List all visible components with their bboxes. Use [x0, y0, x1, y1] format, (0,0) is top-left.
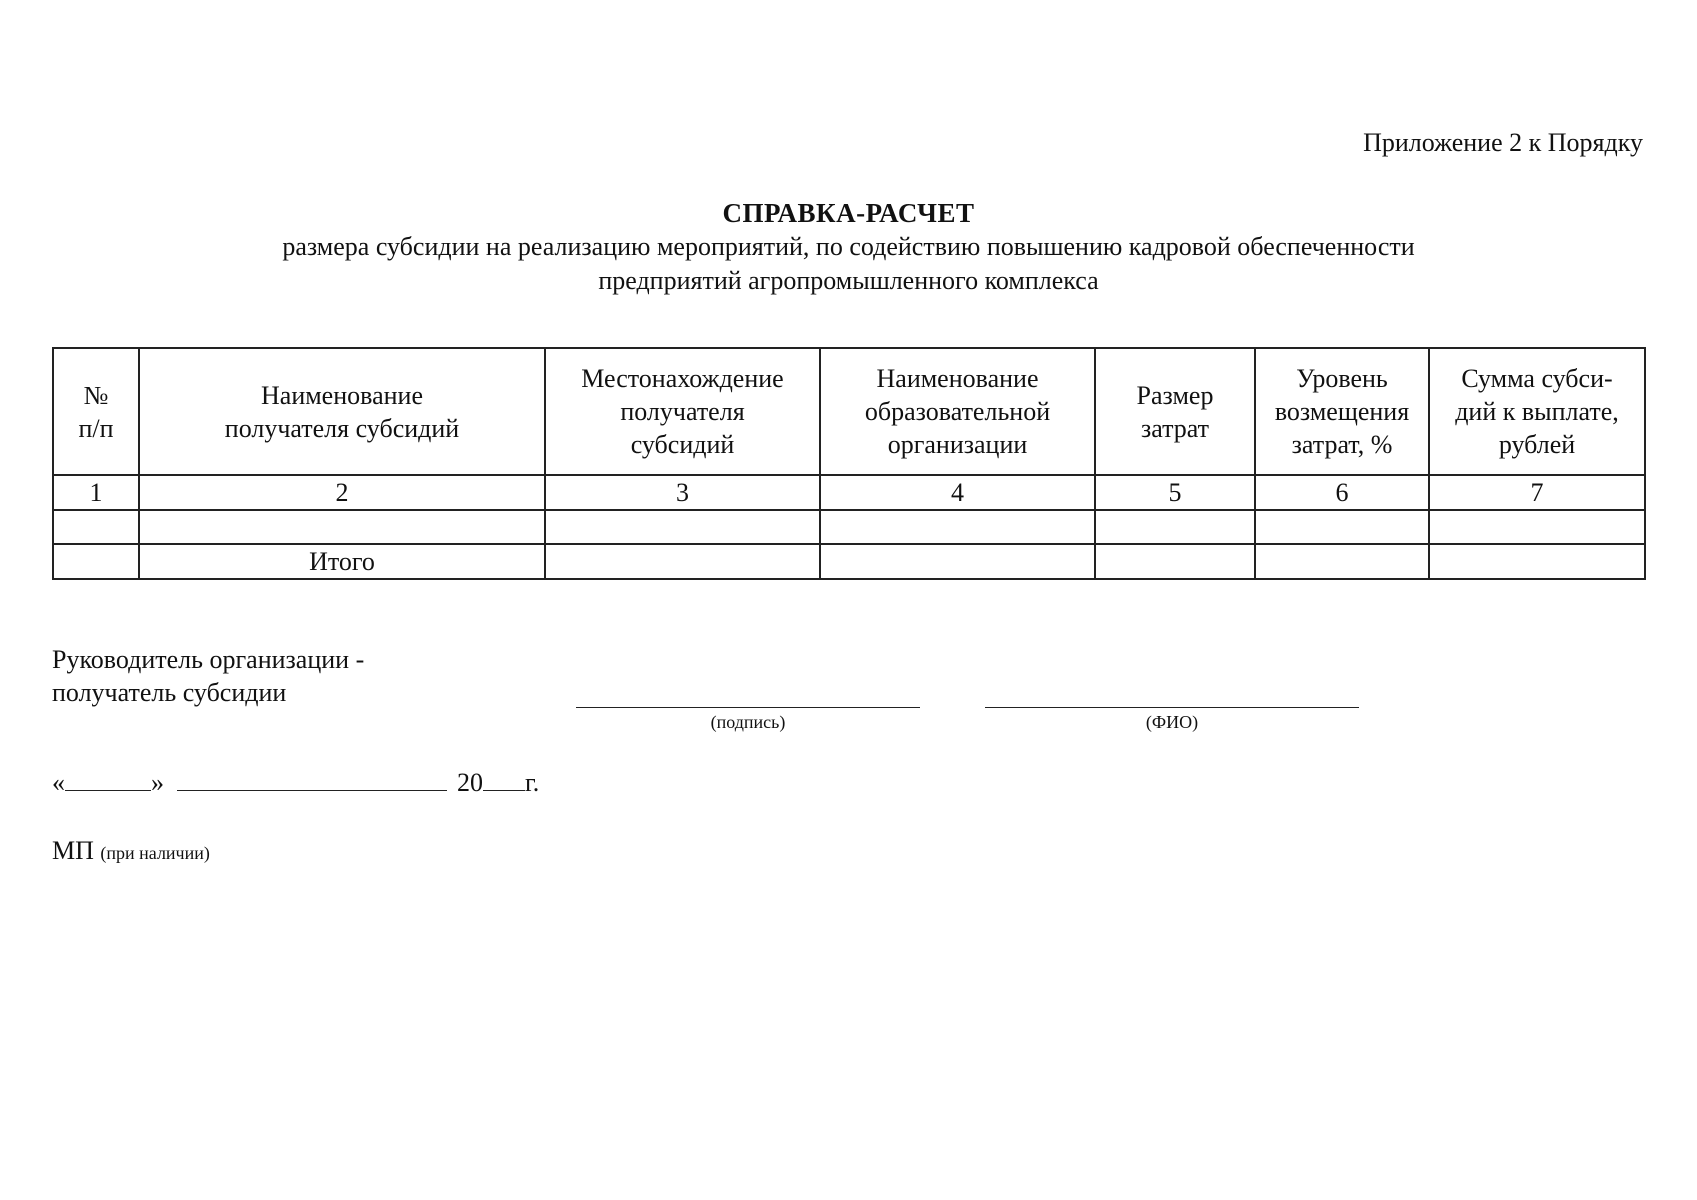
header-cell-recipient-location: Местонахождение получателя субсидий — [545, 348, 820, 475]
column-number-cell: 2 — [139, 475, 545, 510]
year-prefix: 20 — [457, 768, 483, 797]
table-cell — [545, 544, 820, 579]
header-cell-cost-amount: Размер затрат — [1095, 348, 1255, 475]
document-subtitle-line-1: размера субсидии на реализацию мероприятий, по содействию повышению кадровой обеспеченности — [282, 232, 1415, 261]
month-blank — [177, 768, 447, 791]
signer-line-2: получатель субсидии — [52, 678, 287, 707]
table-cell — [1095, 510, 1255, 544]
header-cell-educational-organization: Наименование образовательной организации — [820, 348, 1095, 475]
column-number-cell: 5 — [1095, 475, 1255, 510]
name-caption: (ФИО) — [1145, 712, 1199, 732]
column-number-cell: 1 — [53, 475, 139, 510]
calculation-table — [52, 347, 1646, 580]
date-close-quote: » — [151, 768, 164, 797]
total-label: Итого — [139, 544, 545, 579]
signer-line-1: Руководитель организации - — [52, 645, 365, 674]
table-cell — [53, 510, 139, 544]
title-block — [0, 196, 1697, 298]
year-blank — [483, 768, 525, 791]
document-title: СПРАВКА-РАСЧЕТ — [722, 198, 975, 228]
stamp-label: МП — [52, 836, 94, 865]
total-row — [53, 544, 1645, 579]
name-line — [985, 707, 1359, 708]
table-row — [53, 510, 1645, 544]
appendix-label: Приложение 2 к Порядку — [1363, 128, 1643, 157]
day-blank — [65, 768, 151, 791]
document-subtitle-line-2: предприятий агропромышленного комплекса — [598, 266, 1099, 295]
signer-block — [52, 643, 364, 709]
signature-caption: (подпись) — [710, 712, 786, 732]
header-cell-number: № п/п — [53, 348, 139, 475]
column-number-row — [53, 475, 1645, 510]
column-number-cell: 6 — [1255, 475, 1429, 510]
column-number-cell: 3 — [545, 475, 820, 510]
header-cell-recipient-name: Наименование получателя субсидий — [139, 348, 545, 475]
table-cell — [1255, 544, 1429, 579]
stamp-line — [52, 836, 210, 866]
header-cell-reimbursement-level: Уровень возмещения затрат, % — [1255, 348, 1429, 475]
table-cell — [1255, 510, 1429, 544]
table-cell — [1095, 544, 1255, 579]
table-cell — [1429, 510, 1645, 544]
column-number-cell: 7 — [1429, 475, 1645, 510]
table-cell — [139, 510, 545, 544]
header-row — [53, 348, 1645, 475]
table-cell — [820, 544, 1095, 579]
date-line — [52, 768, 539, 798]
table-cell — [545, 510, 820, 544]
year-suffix: г. — [525, 768, 540, 797]
table-cell — [1429, 544, 1645, 579]
table-cell — [820, 510, 1095, 544]
stamp-note: (при наличии) — [100, 843, 210, 863]
header-cell-subsidy-sum: Сумма субси- дий к выплате, рублей — [1429, 348, 1645, 475]
signature-line — [576, 707, 920, 708]
column-number-cell: 4 — [820, 475, 1095, 510]
date-open-quote: « — [52, 768, 65, 797]
table-cell — [53, 544, 139, 579]
